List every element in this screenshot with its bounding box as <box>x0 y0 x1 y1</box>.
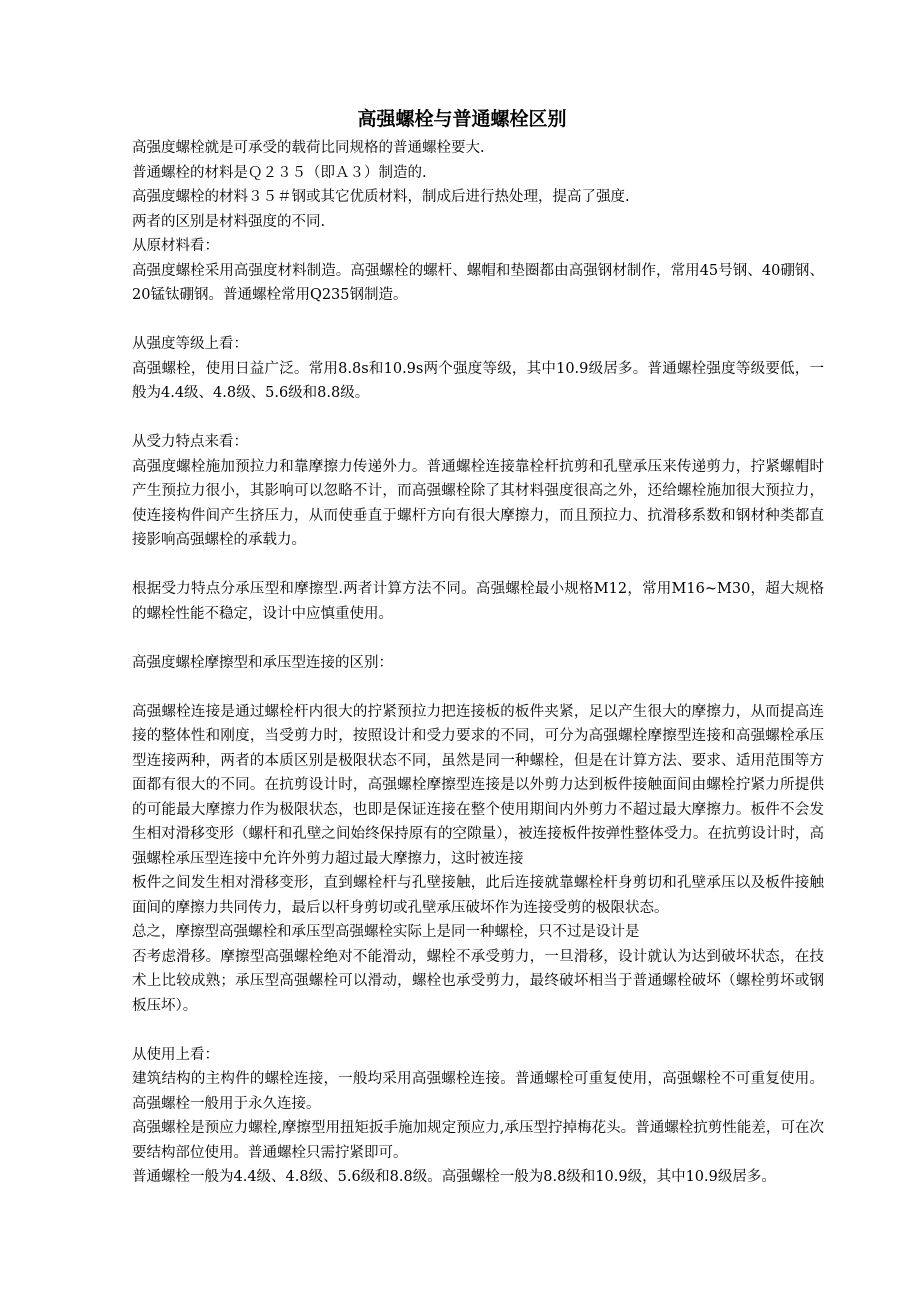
force-text: 高强度螺栓施加预拉力和靠摩擦力传递外力。普通螺栓连接靠栓杆抗剪和孔壁承压来传递剪力，拧紧螺帽时产生预拉力很小，其影响可以忽略不计，而高强螺栓除了其材料强度很高之外，还给螺栓施加很大预拉力，使连接构件间产生挤压力，从而使垂直于螺杆方向有很大摩擦力，而且预拉力、抗滑移系数和钢材种类都直接影响高强螺栓的承载力。 <box>132 458 824 548</box>
force-heading: 从受力特点来看： <box>132 434 248 450</box>
intro-line: 高强度螺栓就是可承受的载荷比同规格的普通螺栓要大. <box>132 140 485 156</box>
usage-text: 普通螺栓一般为4.4级、4.8级、5.6级和8.8级。高强螺栓一般为8.8级和10.9级，其中10.9级居多。 <box>132 1169 776 1185</box>
diff-text: 高强螺栓连接是通过螺栓杆内很大的拧紧预拉力把连接板的板件夹紧，足以产生很大的摩擦力，从而提高连接的整体性和刚度，当受剪力时，按照设计和受力要求的不同，可分为高强螺栓摩擦型连接和高强螺栓承压型连接两种，两者的本质区别是极限状态不同，虽然是同一种螺栓，但是在计算方法、要求、适用范围等方面都有很大的不同。在抗剪设计时，高强螺栓摩擦型连接是以外剪力达到板件接触面间由螺栓拧紧力所提供的可能最大摩擦力作为极限状态，也即是保证连接在整个使用期间内外剪力不超过最大摩擦力。板件不会发生相对滑移变形（螺杆和孔壁之间始终保持原有的空隙量），被连接板件按弹性整体受力。在抗剪设计时，高强螺栓承压型连接中允许外剪力超过最大摩擦力，这时被连接 <box>132 703 824 867</box>
material-text: 高强度螺栓采用高强度材料制造。高强螺栓的螺杆、螺帽和垫圈都由高强钢材制作，常用45号钢、40硼钢、20锰钛硼钢。普通螺栓常用Q235钢制造。 <box>132 262 824 303</box>
spacer <box>132 406 824 431</box>
document-page <box>132 102 824 1190</box>
intro-line: 高强度螺栓的材料３５＃钢或其它优质材料，制成后进行热处理，提高了强度. <box>132 189 630 205</box>
diff-heading: 高强度螺栓摩擦型和承压型连接的区别： <box>132 654 393 671</box>
spacer <box>132 1018 824 1043</box>
spacer <box>132 308 824 333</box>
diff-text: 总之，摩擦型高强螺栓和承压型高强螺栓实际上是同一种螺栓，只不过是设计是 <box>132 924 640 940</box>
usage-text: 高强螺栓是预应力螺栓,摩擦型用扭矩扳手施加规定预应力,承压型拧掉梅花头。普通螺栓抗剪性能差，可在次要结构部位使用。普通螺栓只需拧紧即可。 <box>132 1120 824 1161</box>
intro-line: 两者的区别是材料强度的不同. <box>132 213 326 230</box>
types-text: 根据受力特点分承压型和摩擦型.两者计算方法不同。高强螺栓最小规格M12，常用M16~M30，超大规格的螺栓性能不稳定，设计中应慎重使用。 <box>132 581 824 622</box>
spacer <box>132 553 824 578</box>
intro-line: 普通螺栓的材料是Ｑ２３５（即Ａ３）制造的. <box>132 164 427 181</box>
material-heading: 从原材料看： <box>132 238 219 254</box>
diff-text: 板件之间发生相对滑移变形，直到螺栓杆与孔壁接触，此后连接就靠螺栓杆身剪切和孔壁承压以及板件接触面间的摩擦力共同传力，最后以杆身剪切或孔壁承压破坏作为连接受剪的极限状态。 <box>132 875 824 916</box>
spacer <box>132 675 824 700</box>
grade-heading: 从强度等级上看： <box>132 336 248 352</box>
grade-text: 高强螺栓，使用日益广泛。常用8.8s和10.9s两个强度等级，其中10.9级居多。普通螺栓强度等级要低，一般为4.4级、4.8级、5.6级和8.8级。 <box>132 360 824 401</box>
usage-heading: 从使用上看： <box>132 1046 219 1063</box>
diff-text: 否考虑滑移。摩擦型高强螺栓绝对不能滑动，螺栓不承受剪力，一旦滑移，设计就认为达到破坏状态，在技术上比较成熟；承压型高强螺栓可以滑动，螺栓也承受剪力，最终破坏相当于普通螺栓破坏（螺栓剪坏或钢板压坏）。 <box>132 948 824 1014</box>
page-title: 高强螺栓与普通螺栓区别 <box>357 108 567 130</box>
usage-text: 建筑结构的主构件的螺栓连接，一般均采用高强螺栓连接。普通螺栓可重复使用，高强螺栓不可重复使用。高强螺栓一般用于永久连接。 <box>132 1071 824 1112</box>
spacer <box>132 626 824 651</box>
